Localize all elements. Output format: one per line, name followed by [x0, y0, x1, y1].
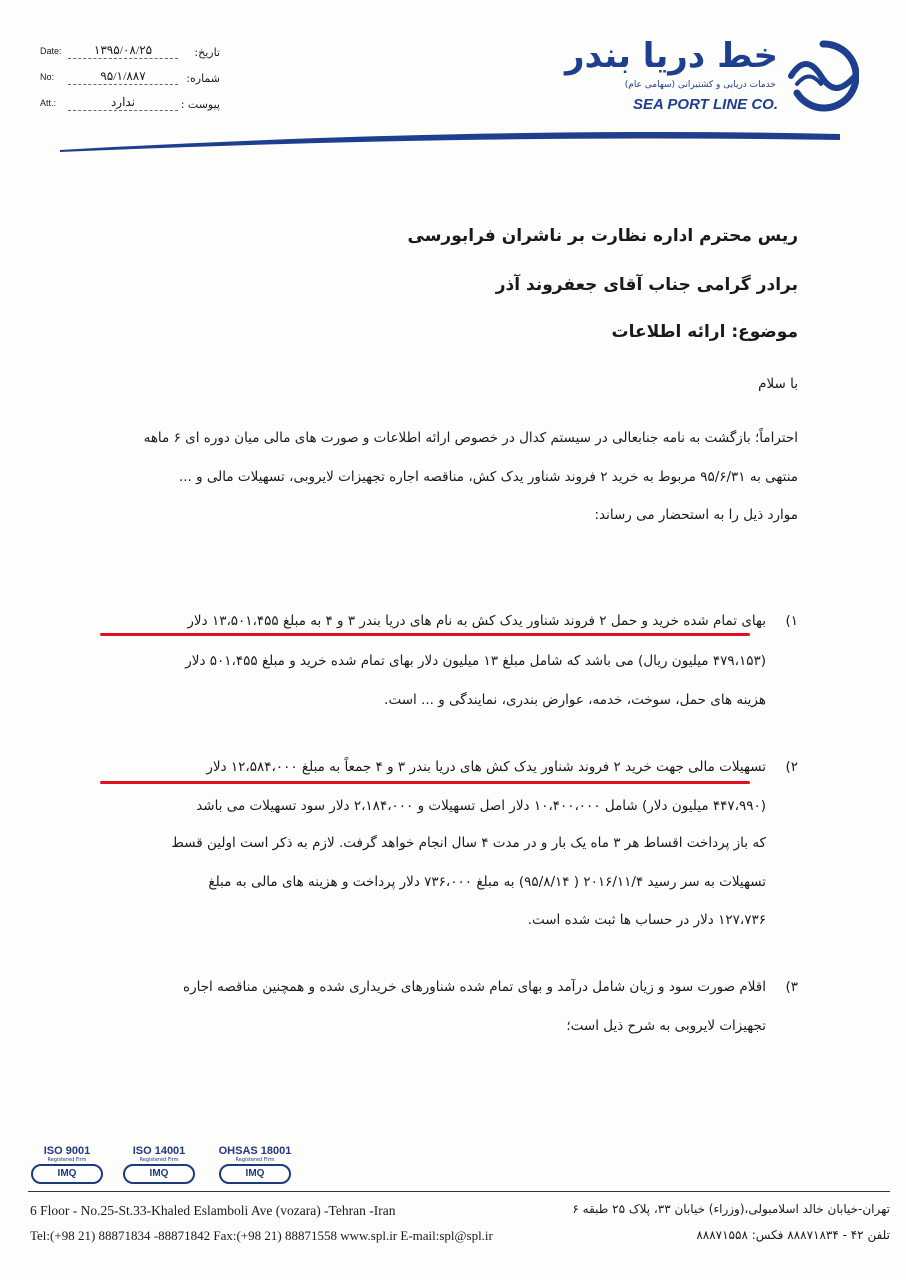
attachment-label-fa: پیوست :	[180, 98, 220, 111]
cert-ohsas-18001	[214, 1145, 296, 1185]
footer-address-en: 6 Floor - No.25-St.33-Khaled Eslamboli Ave (vozara) -Tehran -Iran	[30, 1203, 396, 1218]
header-swoosh	[60, 128, 840, 156]
attachment-value: ندارد	[68, 95, 178, 111]
item-line: تسهیلات به سر رسید ۲۰۱۶/۱۱/۴ ( ۹۵/۸/۱۴) به مبلغ ۷۳۶،۰۰۰ دلار پرداخت و هزینه های مالی به مبلغ	[208, 874, 766, 890]
red-underline	[100, 633, 750, 636]
attachment-row	[40, 95, 220, 116]
cert-sub: Registered Firm	[47, 1157, 87, 1163]
intro-line: موارد ذیل را به استحضار می رساند:	[594, 507, 798, 523]
item-number: ۱)	[785, 613, 798, 629]
subject-line: موضوع: ارائه اطلاعات	[611, 322, 798, 342]
footer-address-fa: تهران-خیابان خالد اسلامبولی،(وزراء) خیابان ۳۳، پلاک ۲۵ طبقه ۶	[572, 1202, 890, 1216]
red-underline	[100, 781, 750, 784]
number-row	[40, 69, 220, 90]
footer-contact-en: Tel:(+98 21) 88871834 -88871842 Fax:(+98 21) 88871558 www.spl.ir E-mail:spl@spl.ir	[30, 1228, 493, 1243]
item-line: تجهیزات لایروبی به شرح ذیل است؛	[566, 1018, 766, 1034]
footer-contact-fa: تلفن ۴۲ - ۸۸۸۷۱۸۳۴ فکس: ۸۸۸۷۱۵۵۸	[696, 1228, 890, 1242]
date-value: ۱۳۹۵/۰۸/۲۵	[68, 43, 178, 59]
greeting: با سلام	[758, 376, 798, 392]
company-name-en: SEA PORT LINE CO.	[632, 96, 778, 113]
recipient-name: برادر گرامی جناب آقای جعفروند آذر	[495, 275, 798, 295]
cert-title: ISO 9001	[43, 1145, 91, 1157]
company-logo-icon	[787, 40, 859, 112]
cert-iso-14001	[118, 1145, 200, 1185]
intro-line: منتهی به ۹۵/۶/۳۱ مربوط به خرید ۲ فروند شناور یدک کش، مناقصه اجاره تجهیزات لایروبی، تسهیلات مالی و ...	[178, 469, 798, 485]
item-line: (۴۴۷،۹۹۰ میلیون دلار) شامل ۱۰،۴۰۰،۰۰۰ دلار اصل تسهیلات و ۲،۱۸۴،۰۰۰ دلار سود تسهیلات می باشد	[196, 798, 766, 814]
item-line: (۴۷۹،۱۵۳ میلیون ریال) می باشد که شامل مبلغ ۱۳ میلیون دلار بهای تمام شده خرید و مبلغ ۵۰۱،۴۵۵ دلار	[185, 653, 766, 669]
number-label-en: No:	[40, 72, 55, 82]
cert-sub: Registered Firm	[235, 1157, 275, 1163]
footer-divider	[28, 1191, 890, 1192]
cert-sub: Registered Firm	[139, 1157, 179, 1163]
date-label-en: Date:	[40, 46, 62, 56]
number-label-fa: شماره:	[186, 72, 220, 85]
item-line: بهای تمام شده خرید و حمل ۲ فروند شناور یدک کش به نام های دریا بندر ۳ و ۴ به مبلغ ۱۳،۵۰۱،۴۵۵ دلار	[187, 613, 766, 629]
attachment-label-en: Att.:	[40, 98, 57, 108]
item-line: هزینه های حمل، سوخت، خدمه، عوارض بندری، نمایندگی و ... است.	[384, 692, 766, 708]
cert-title: ISO 14001	[132, 1145, 186, 1157]
imq-badge-icon: IMQ	[123, 1164, 195, 1184]
number-value: ۹۵/۱/۸۸۷	[68, 69, 178, 85]
item-number: ۳)	[785, 979, 798, 995]
imq-badge-icon: IMQ	[219, 1164, 291, 1184]
date-row	[40, 43, 220, 64]
recipient-title: ریس محترم اداره نظارت بر ناشران فرابورسی	[407, 226, 798, 246]
imq-badge-icon: IMQ	[31, 1164, 103, 1184]
cert-title: OHSAS 18001	[218, 1145, 292, 1157]
item-line: تسهیلات مالی جهت خرید ۲ فروند شناور یدک کش های دریا بندر ۳ و ۴ جمعاً به مبلغ ۱۲،۵۸۴،۰۰۰ دلار	[206, 759, 766, 775]
company-subtitle-fa: خدمات دریایی و کشتیرانی (سهامی عام)	[624, 80, 776, 90]
item-number: ۲)	[785, 759, 798, 775]
item-line: ۱۲۷،۷۳۶ دلار در حساب ها ثبت شده است.	[527, 912, 766, 928]
date-label-fa: تاریخ:	[194, 46, 220, 59]
item-line: اقلام صورت سود و زیان شامل درآمد و بهای تمام شده شناورهای خریداری شده و همچنین مناقصه اجاره	[183, 979, 766, 995]
company-name-fa: خط دریا بندر	[565, 36, 778, 76]
intro-line: احتراماً؛ بازگشت به نامه جنابعالی در سیستم کدال در خصوص ارائه اطلاعات و صورت های مالی میان دوره ای ۶ ماهه	[143, 430, 798, 446]
cert-iso-9001	[26, 1145, 108, 1185]
item-line: که باز پرداخت اقساط هر ۳ ماه یک بار و در مدت ۴ سال انجام خواهد گرفت. لازم به ذکر است اولین قسط	[171, 835, 766, 851]
